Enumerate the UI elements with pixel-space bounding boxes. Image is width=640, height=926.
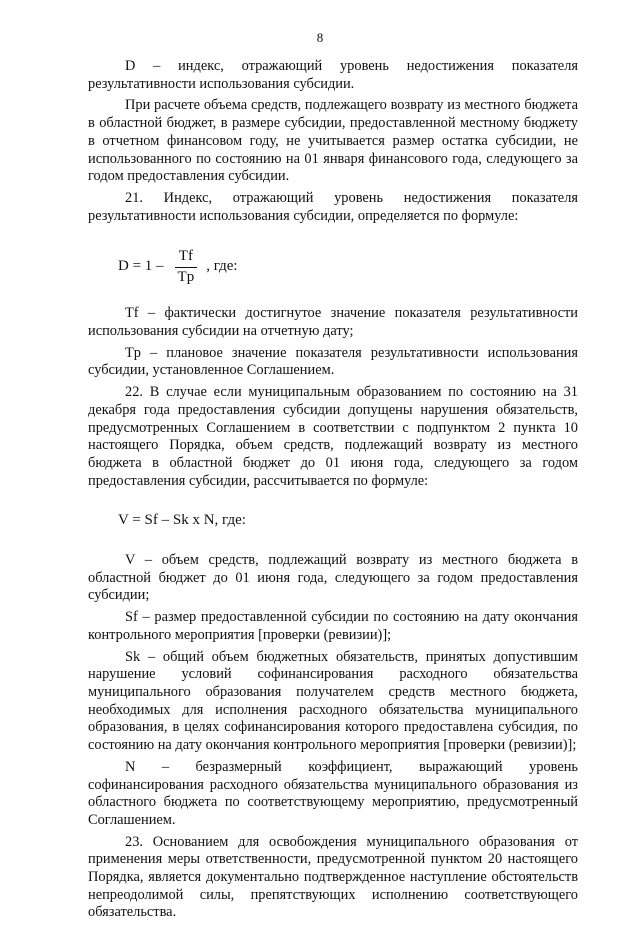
paragraph-23: 23. Основанием для освобождения муниципального образования от применения меры ответственности, предусмотренной пунктом 20 настоящего Порядка, является документально подтвержденное наступление обстоятельств непреодолимой силы, препятствующих исполнению соответствующего обязательства. xyxy=(88,833,578,921)
formula-d-lhs: D = 1 – xyxy=(118,258,164,275)
paragraph-21: 21. Индекс, отражающий уровень недостижения показателя результативности использования субсидии, определяется по формуле: xyxy=(88,189,578,224)
paragraph-n-definition: N – безразмерный коэффициент, выражающий уровень софинансирования расходного обязательства муниципального образования из областного бюджета по соответствующему мероприятию, предусмотренный Соглашением. xyxy=(88,758,578,828)
formula-v: V = Sf – Sk x N, где: xyxy=(118,512,246,529)
paragraph-remainder-rule: При расчете объема средств, подлежащего возврату из местного бюджета в областной бюджет, в размере субсидии, предоставленной местному бюджету в отчетном финансовом году, не учитывается размер остатка субсидии, не использованного по состоянию на 01 января финансового года, следующего за годом предоставления субсидии. xyxy=(88,97,578,185)
paragraph-sk-definition: Sk – общий объем бюджетных обязательств, принятых допустившим нарушение условий софинансирования расходного обязательства муниципального образования получателем средств местного бюджета, необходимых для исполнения расходного обязательства муниципального образования, в целях софинансирования которого предоставлена субсидия, по состоянию на дату окончания контрольного мероприятия [проверки (ревизии)]; xyxy=(88,648,578,754)
paragraph-tp-definition: Tp – плановое значение показателя результативности использования субсидии, установленное Соглашением. xyxy=(88,344,578,379)
page-number: 8 xyxy=(316,30,324,45)
document-body xyxy=(88,58,578,926)
formula-d-denominator: Tp xyxy=(177,268,195,285)
formula-d-numerator: Tf xyxy=(175,248,197,268)
paragraph-d-definition: D – индекс, отражающий уровень недостижения показателя результативности использования субсидии. xyxy=(88,58,578,92)
paragraph-sf-definition: Sf – размер предоставленной субсидии по состоянию на дату окончания контрольного мероприятия [проверки (ревизии)]; xyxy=(88,609,578,643)
paragraph-tf-definition: Tf – фактически достигнутое значение показателя результативности использования субсидии на отчетную дату; xyxy=(88,305,578,340)
paragraph-v-definition: V – объем средств, подлежащий возврату из местного бюджета в областной бюджет до 01 июня года, следующего за годом предоставления субсидии; xyxy=(88,552,578,604)
paragraph-22: 22. В случае если муниципальным образованием по состоянию на 31 декабря года предоставления субсидии допущены нарушения обязательств, предусмотренных Соглашением в соответствии с подпунктом 2 пункта 10 настоящего Порядка, объем средств, подлежащий возврату из местного бюджета в областной бюджет до 01 июня года, следующего за годом предоставления субсидии, рассчитывается по формуле: xyxy=(88,384,578,489)
formula-d-fraction xyxy=(174,248,199,286)
formula-d-suffix: , где: xyxy=(206,258,238,275)
formula-d xyxy=(88,247,578,287)
